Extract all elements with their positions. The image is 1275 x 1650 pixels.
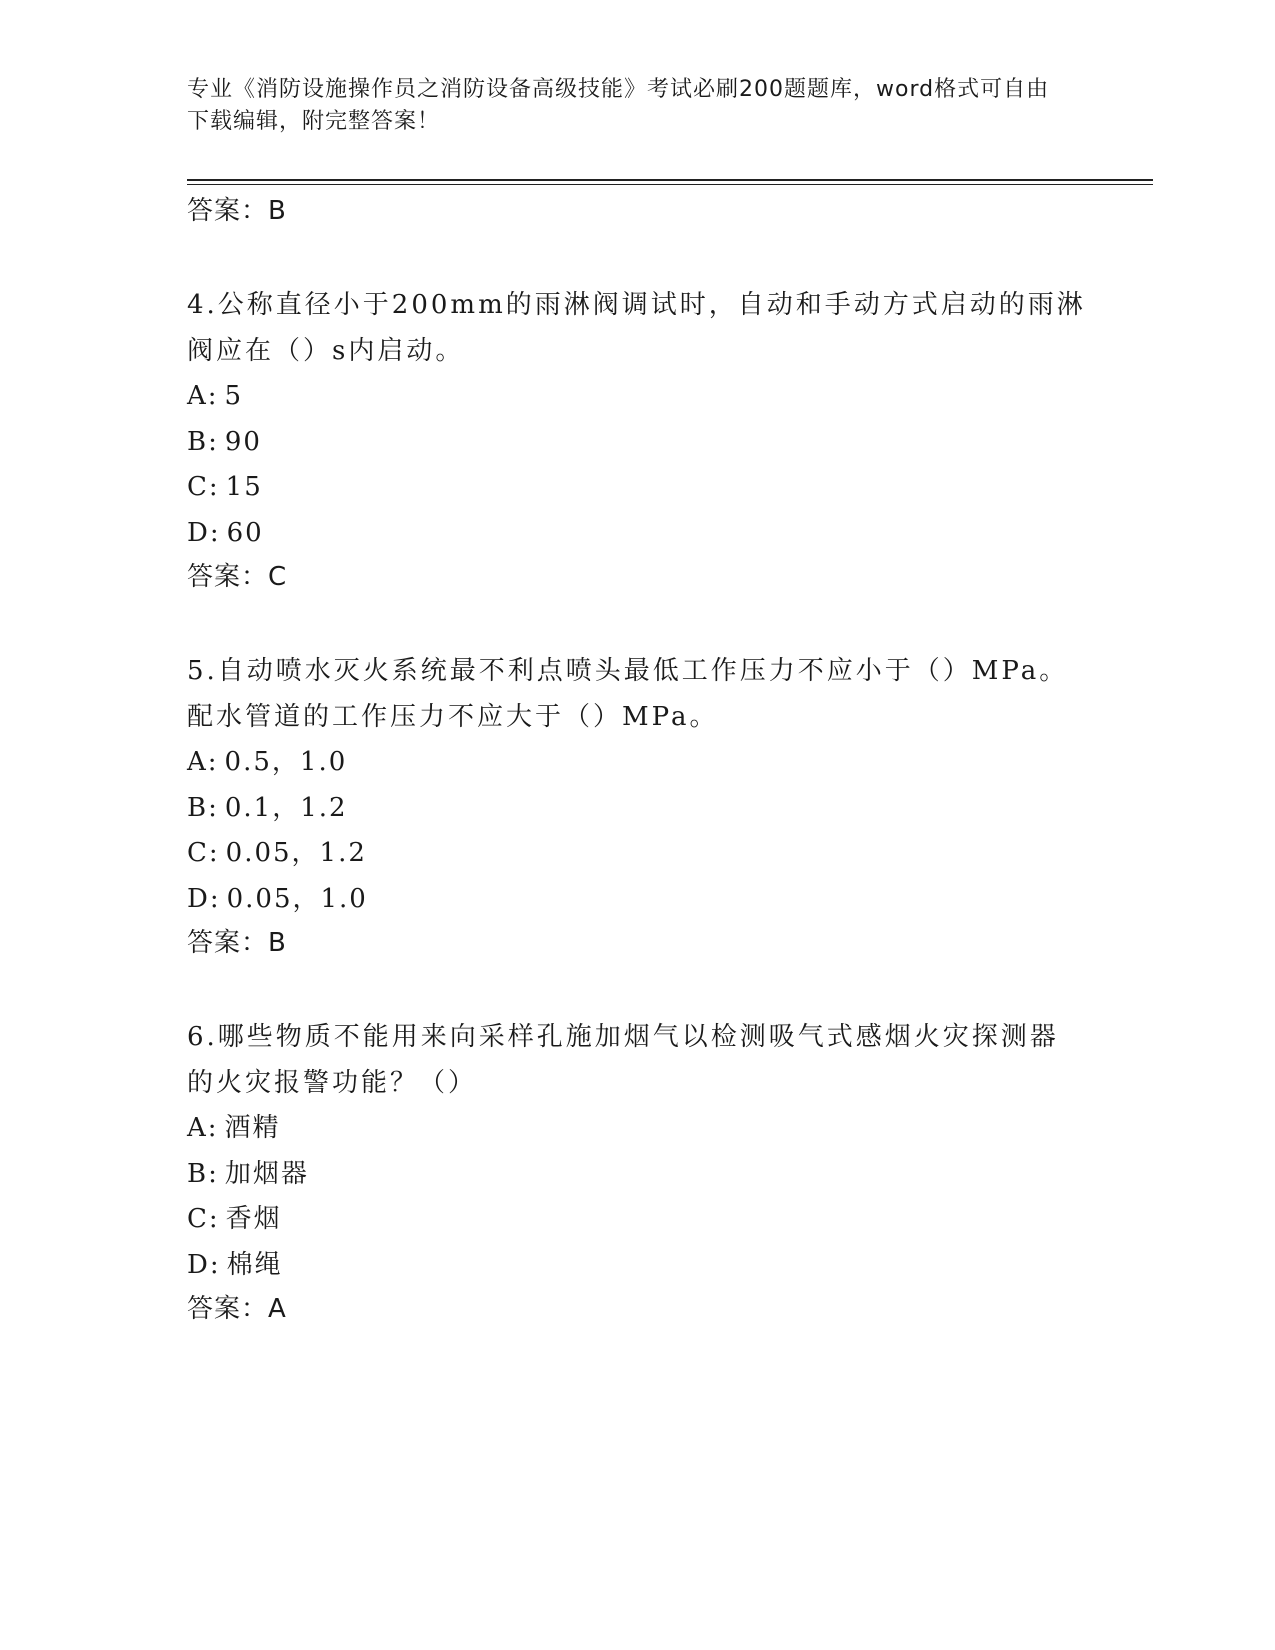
option-a — [187, 374, 1087, 420]
option-text: 加烟器 — [224, 1158, 309, 1189]
option-b — [187, 420, 1087, 466]
option-key: A: — [187, 747, 219, 777]
option-a — [187, 1106, 1087, 1152]
document-header: 专业《消防设施操作员之消防设备高级技能》考试必刷200题题库，word格式可自由下载编辑，附完整答案！ — [187, 77, 1050, 134]
option-d — [187, 511, 1087, 557]
option-text: 5 — [224, 381, 244, 411]
answer-line: 答案：C — [187, 562, 288, 592]
option-text: 90 — [224, 426, 262, 457]
question-text: 5.自动喷水灭火系统最不利点喷头最低工作压力不应小于（）MPa。配水管道的工作压力不应大于（）MPa。 — [187, 656, 1069, 732]
option-text: 0.5，1.0 — [224, 747, 348, 777]
option-c — [187, 465, 1087, 511]
option-text: 0.05，1.0 — [226, 883, 368, 914]
option-key: A: — [187, 1113, 219, 1143]
option-c — [187, 1197, 1087, 1243]
option-a — [187, 740, 1087, 786]
option-key: B: — [187, 792, 219, 823]
question-text: 6.哪些物质不能用来向采样孔施加烟气以检测吸气式感烟火灾探测器的火灾报警功能？（） — [187, 1022, 1059, 1098]
option-b — [187, 1152, 1087, 1198]
option-text: 60 — [226, 517, 264, 548]
option-text: 酒精 — [224, 1113, 281, 1143]
option-key: C: — [187, 1204, 220, 1234]
option-key: B: — [187, 426, 219, 457]
option-key: A: — [187, 381, 219, 411]
option-d — [187, 877, 1087, 923]
answer-line: 答案：B — [187, 928, 287, 958]
option-key: D: — [187, 517, 221, 548]
question-text: 4.公称直径小于200mm的雨淋阀调试时，自动和手动方式启动的雨淋阀应在（）s内启动。 — [187, 290, 1086, 366]
option-key: C: — [187, 472, 220, 502]
header-rule-thick — [187, 179, 1153, 181]
option-b — [187, 786, 1087, 832]
option-key: D: — [187, 883, 221, 914]
option-text: 0.05，1.2 — [225, 838, 367, 868]
option-text: 15 — [225, 472, 263, 502]
document-body — [187, 190, 1087, 1330]
option-key: C: — [187, 838, 220, 868]
answer-line: 答案：B — [187, 196, 287, 226]
question-block — [187, 648, 1087, 964]
option-text: 香烟 — [225, 1204, 282, 1234]
header-rule-thin — [187, 184, 1153, 185]
option-c — [187, 831, 1087, 877]
option-key: B: — [187, 1158, 219, 1189]
question-block — [187, 1014, 1087, 1330]
option-text: 棉绳 — [226, 1249, 283, 1280]
option-d — [187, 1243, 1087, 1289]
question-block — [187, 282, 1087, 598]
answer-line: 答案：A — [187, 1294, 287, 1324]
option-key: D: — [187, 1249, 221, 1280]
option-text: 0.1，1.2 — [224, 792, 348, 823]
